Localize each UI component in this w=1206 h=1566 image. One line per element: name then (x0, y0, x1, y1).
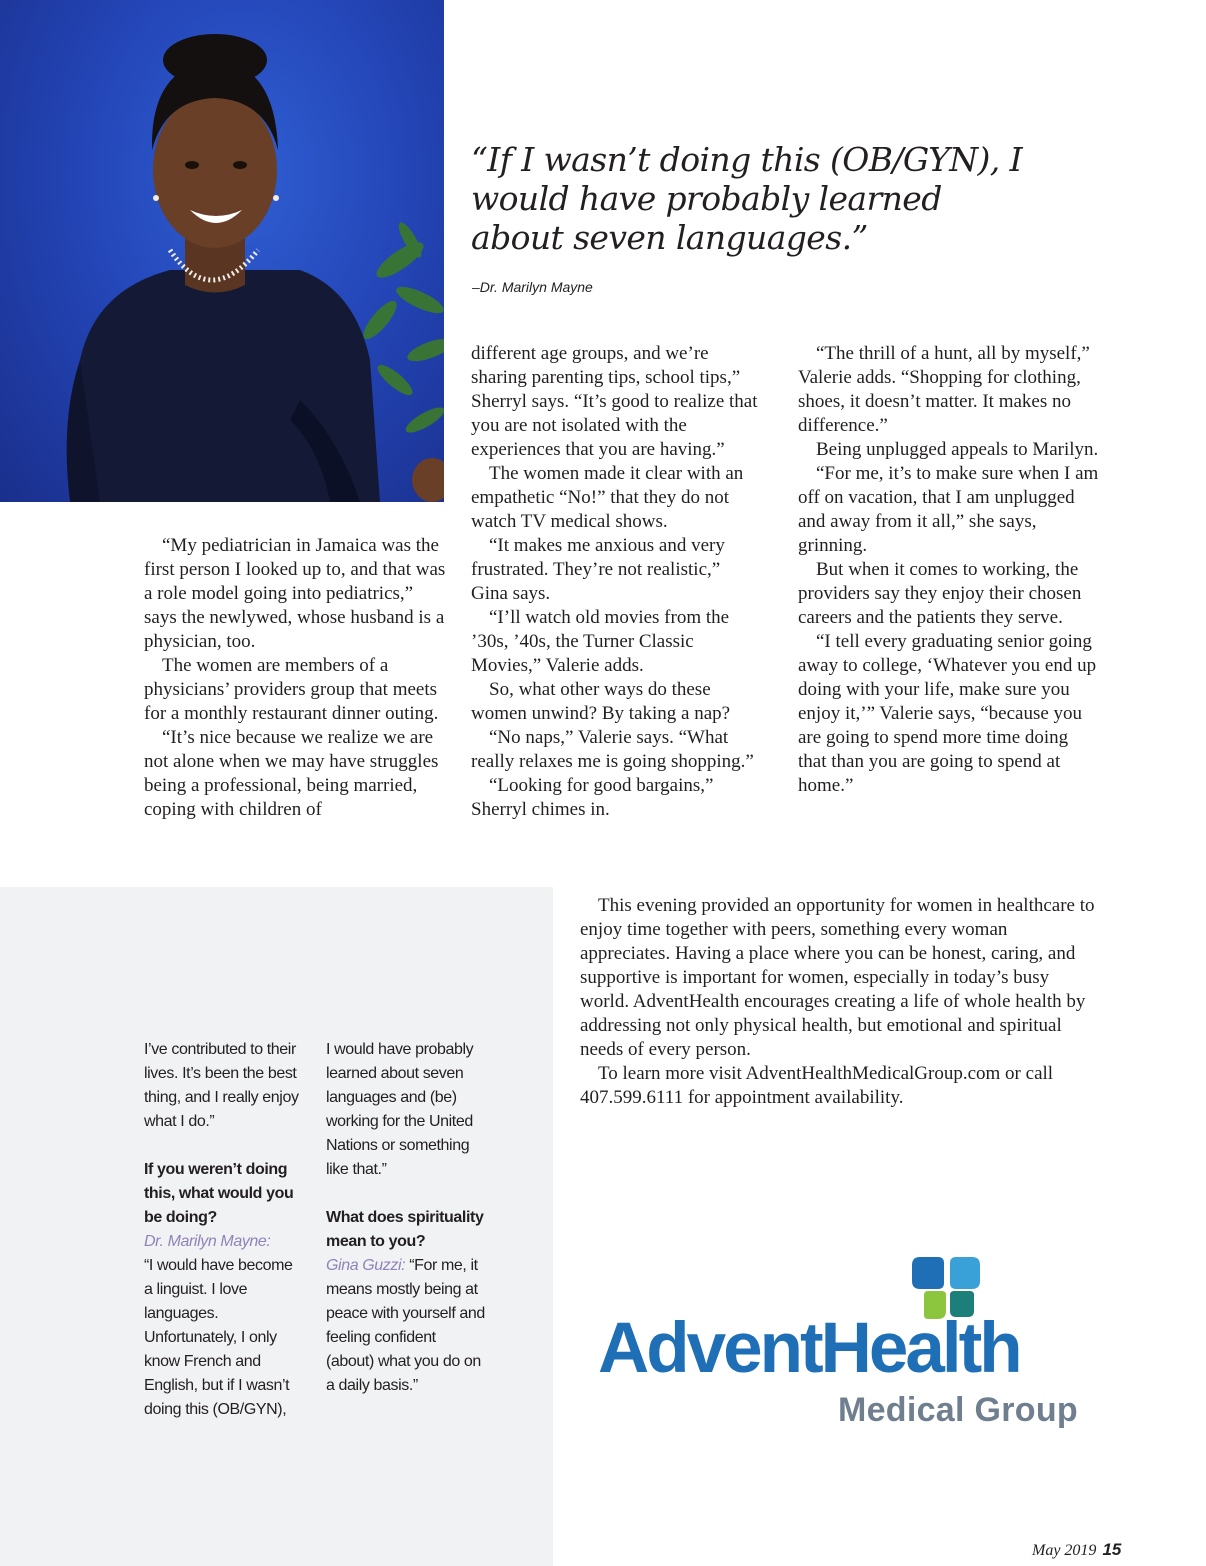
paragraph: The women are members of a physicians’ providers group that meets for a monthly restaurant dinner outing. (144, 655, 439, 724)
sidebar-speaker-2: Gina Guzzi: (326, 1257, 406, 1274)
paragraph: “I’ll watch old movies from the ’30s, ’40s, the Turner Classic Movies,” Valerie adds. (471, 607, 730, 676)
sidebar-speaker-1: Dr. Marilyn Mayne: (144, 1233, 271, 1250)
adventhealth-logo (598, 1255, 1088, 1435)
article-column-2 (471, 342, 761, 822)
pull-quote-attribution: –Dr. Marilyn Mayne (472, 279, 593, 295)
article-column-3 (798, 342, 1100, 798)
sidebar-question-2: What does spirituality mean to you? (326, 1209, 484, 1250)
pull-quote: “If I wasn’t doing this (OB/GYN), I would have probably learned about seven languages.” (471, 140, 1023, 257)
sidebar-answer-2: “For me, it means mostly being at peace with yourself and feeling confident (about) what you do on a daily basis.” (326, 1257, 485, 1394)
paragraph: “The thrill of a hunt, all by myself,” Valerie adds. “Shopping for clothing, shoes, it doesn’t matter. It makes no difference.” (798, 343, 1090, 436)
paragraph: The women made it clear with an empathetic “No!” that they do not watch TV medical shows. (471, 463, 744, 532)
sidebar-answer-1: “I would have become a linguist. I love languages. Unfortunately, I only know French and English, but if I wasn’t doing this (OB/GYN), (144, 1257, 293, 1418)
paragraph: “It makes me anxious and very frustrated. They’re not realistic,” Gina says. (471, 535, 725, 604)
portrait-photo (0, 0, 444, 502)
logo-subtitle: Medical Group (837, 1391, 1078, 1429)
paragraph: “For me, it’s to make sure when I am off on vacation, that I am unplugged and away from it all,” she says, grinning. (798, 463, 1099, 556)
sidebar-column-1 (144, 1038, 299, 1422)
paragraph: “It’s nice because we realize we are not alone when we may have struggles being a professional, being married, coping with children of (144, 727, 439, 820)
issue-date: May 2019 (1032, 1542, 1097, 1559)
article-closing-column (580, 894, 1095, 1110)
sidebar-column-2 (326, 1038, 486, 1398)
paragraph: To learn more visit AdventHealthMedicalGroup.com or call 407.599.6111 for appointment availability. (580, 1063, 1054, 1108)
paragraph: But when it comes to working, the providers say they enjoy their chosen careers and the patients they serve. (798, 559, 1082, 628)
paragraph: This evening provided an opportunity for women in healthcare to enjoy time together with peers, something every woman appreciates. Having a place where you can be honest, caring, and supportive is important for women, especially in today’s busy world. AdventHealth encourages creating a life of whole health by addressing not only physical health, but emotional and spiritual needs of every person. (580, 895, 1095, 1060)
sidebar-question-1: If you weren’t doing this, what would you be doing? (144, 1161, 294, 1226)
paragraph: So, what other ways do these women unwind? By taking a nap? (471, 679, 731, 724)
page-number: 15 (1102, 1540, 1122, 1559)
paragraph: Being unplugged appeals to Marilyn. (816, 439, 1099, 460)
logo-wordmark: AdventHealth (598, 1309, 1020, 1388)
sidebar-answer-1-continued: I would have probably learned about seven languages and (be) working for the United Nations or something like that.” (326, 1041, 474, 1178)
page-footer (1032, 1540, 1121, 1560)
sidebar-intro: I’ve contributed to their lives. It’s been the best thing, and I really enjoy what I do.” (144, 1041, 299, 1130)
paragraph: “Looking for good bargains,” Sherryl chimes in. (471, 775, 714, 820)
article-column-1 (144, 534, 448, 822)
paragraph: different age groups, and we’re sharing parenting tips, school tips,” Sherryl says. “It’s good to realize that you are not isolated with the experiences that you are having.” (471, 343, 758, 460)
paragraph: “No naps,” Valerie says. “What really relaxes me is going shopping.” (471, 727, 754, 772)
paragraph: “I tell every graduating senior going away to college, ‘Whatever you end up doing with your life, make sure you enjoy it,’” Valerie says, “because you are going to spend more time doing that than you are going to spend at home.” (798, 631, 1097, 796)
portrait-illustration (0, 0, 444, 502)
paragraph: “My pediatrician in Jamaica was the first person I looked up to, and that was a role model going into pediatrics,” says the newlywed, whose husband is a physician, too. (144, 535, 446, 652)
